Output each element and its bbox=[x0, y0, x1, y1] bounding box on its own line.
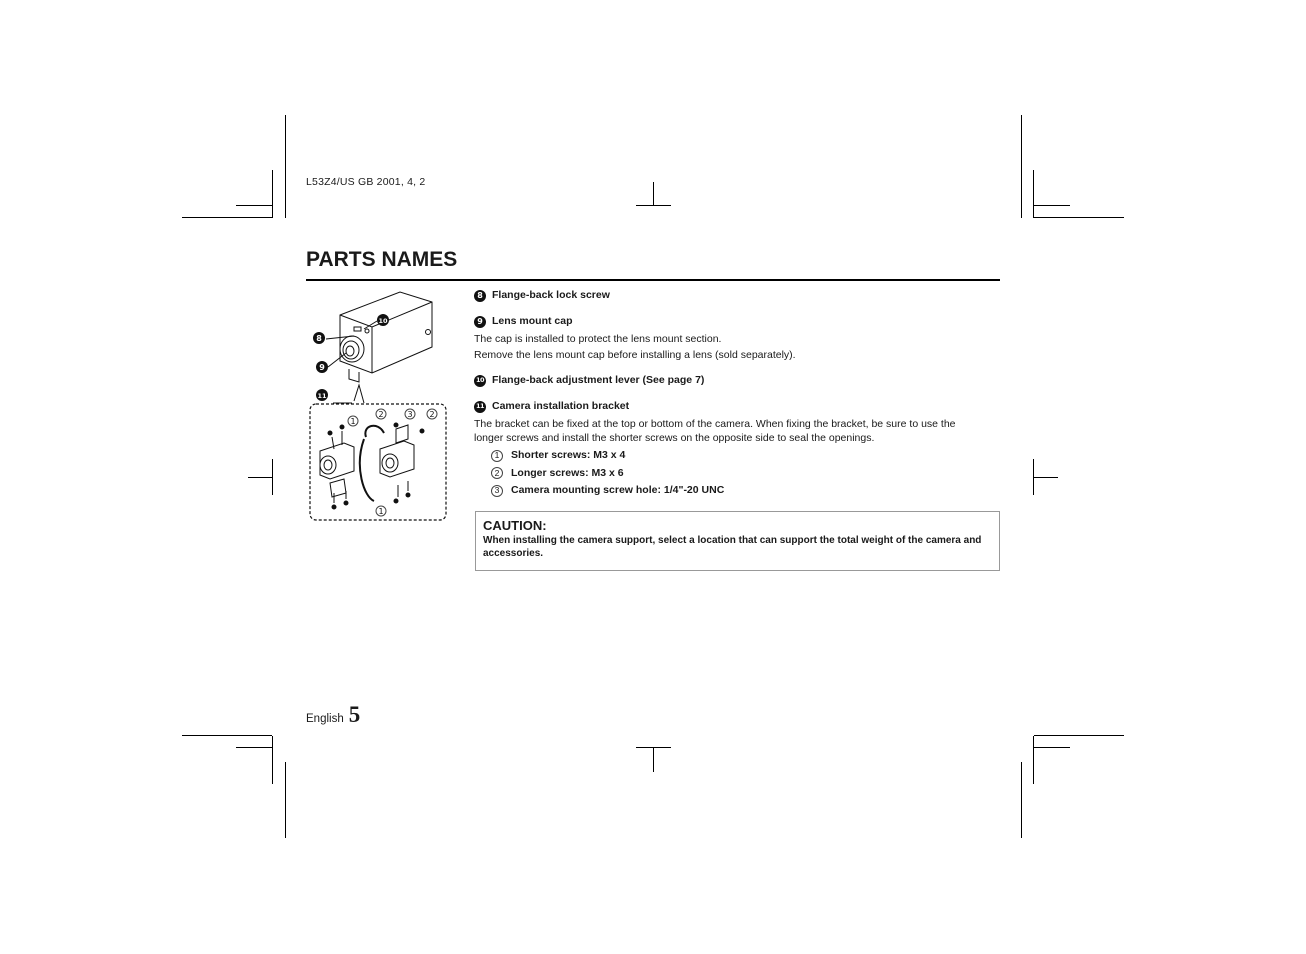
parts-description bbox=[474, 288, 1000, 500]
title-rule bbox=[306, 279, 1000, 281]
document-code: L53Z4/US GB 2001, 4, 2 bbox=[306, 176, 426, 188]
sub-callout-2-left: 2 bbox=[378, 410, 384, 419]
sub-number: 3 bbox=[491, 485, 503, 497]
item-camera-installation-bracket bbox=[474, 399, 1000, 414]
item-title: Flange-back adjustment lever (See page 7) bbox=[492, 374, 705, 386]
callout-11: 11 bbox=[317, 392, 327, 400]
sub-callout-1-top: 1 bbox=[350, 417, 356, 426]
item-title: Lens mount cap bbox=[492, 315, 573, 327]
sub-item-text: Shorter screws: M3 x 4 bbox=[511, 449, 626, 462]
item-number-10: 10 bbox=[474, 375, 486, 387]
callout-9: 9 bbox=[319, 363, 325, 372]
camera-parts-illustration bbox=[304, 287, 454, 525]
sub-number: 1 bbox=[491, 450, 503, 462]
sub-callout-3: 3 bbox=[407, 410, 413, 419]
page-title: PARTS NAMES bbox=[306, 248, 458, 271]
list-item bbox=[491, 447, 1000, 465]
sub-number: 2 bbox=[491, 467, 503, 479]
sub-callout-1-bottom: 1 bbox=[378, 507, 384, 516]
item-lens-mount-cap bbox=[474, 314, 1000, 329]
footer-language: English bbox=[306, 713, 344, 725]
list-item bbox=[491, 482, 1000, 500]
item-title: Flange-back lock screw bbox=[492, 289, 610, 301]
item-description-line: The bracket can be fixed at the top or bottom of the camera. When fixing the bracket, be sure to use the longer screws and install the shorter screws on the opposite side to seal the openings. bbox=[474, 418, 956, 444]
item-flange-back-lock-screw bbox=[474, 288, 1000, 303]
caution-box bbox=[475, 511, 1000, 571]
caution-title: CAUTION: bbox=[483, 518, 547, 533]
item-number-9: 9 bbox=[474, 316, 486, 328]
item-description-line: Remove the lens mount cap before installing a lens (sold separately). bbox=[474, 349, 796, 361]
sub-item-text: Camera mounting screw hole: 1/4"-20 UNC bbox=[511, 484, 725, 497]
item-title: Camera installation bracket bbox=[492, 400, 630, 412]
sub-callout-2-right: 2 bbox=[429, 410, 435, 419]
callout-10: 10 bbox=[378, 317, 388, 325]
item-number-11: 11 bbox=[474, 401, 486, 413]
sub-item-text: Longer screws: M3 x 6 bbox=[511, 466, 624, 479]
list-item bbox=[491, 465, 1000, 483]
caution-body: When installing the camera support, select a location that can support the total weight of the camera and accessories. bbox=[483, 535, 982, 559]
item-number-8: 8 bbox=[474, 290, 486, 302]
item-description-line: The cap is installed to protect the lens mount section. bbox=[474, 333, 722, 345]
item-flange-back-adjustment-lever bbox=[474, 373, 1000, 388]
page-footer bbox=[306, 702, 360, 728]
screw-list bbox=[491, 447, 1000, 500]
callout-8: 8 bbox=[316, 334, 322, 343]
page-number: 5 bbox=[348, 702, 361, 727]
